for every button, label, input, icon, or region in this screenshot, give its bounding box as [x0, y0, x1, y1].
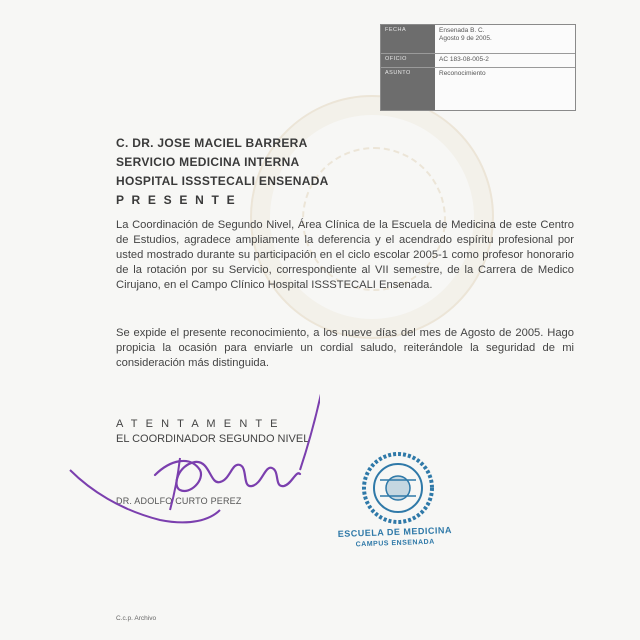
reference-box [380, 24, 576, 111]
recipient-hospital: HOSPITAL ISSSTECALI ENSENADA [116, 174, 329, 188]
reference-value: Reconocimiento [439, 70, 486, 77]
institution-stamp [340, 440, 450, 530]
carbon-copy-note: C.c.p. Archivo [116, 615, 157, 622]
reference-value: AC 183-08-005-2 [439, 56, 489, 63]
reference-label: OFICIO [381, 54, 435, 67]
reference-row-oficio [381, 54, 575, 68]
reference-label: FECHA [381, 25, 435, 53]
stamp-line-2: CAMPUS ENSENADA [355, 538, 435, 549]
closing-atentamente: A T E N T A M E N T E [116, 418, 281, 430]
reference-value: Ensenada B. C. Agosto 9 de 2005. [439, 27, 492, 42]
stamp-text [335, 525, 456, 551]
stamp-line-1: ESCUELA DE MEDICINA [337, 525, 453, 539]
recipient-presente: P R E S E N T E [116, 193, 237, 207]
closing-title: EL COORDINADOR SEGUNDO NIVEL [116, 433, 310, 445]
signer-name: DR. ADOLFO CURTO PEREZ [116, 496, 242, 506]
recipient-name: C. DR. JOSE MACIEL BARRERA [116, 136, 308, 150]
body-paragraph-1: La Coordinación de Segundo Nivel, Área Clínica de la Escuela de Medicina de este Centro de Estudios, agradece ampliamente la deferencia y el acendrado espíritu profesional por usted mostrado durante su participación en el ciclo escolar 2005-1 como profesor honorario de la rotación por su Servicio, correspondiente al VII semestre, de la Carrera de Medico Cirujano, en el Campo Clínico Hospital ISSSTECALI Ensenada. [116, 219, 574, 291]
handwritten-signature [60, 370, 320, 540]
recipient-service: SERVICIO MEDICINA INTERNA [116, 155, 300, 169]
body-paragraph-2: Se expide el presente reconocimiento, a los nueve días del mes de Agosto de 2005. Hago propicia la ocasión para enviarle un cordial saludo, reiterándole la seguridad de mi consideración más distinguida. [116, 327, 574, 369]
reference-row-fecha [381, 25, 575, 54]
university-seal-watermark [250, 95, 494, 339]
reference-label: ASUNTO [381, 68, 435, 110]
recipient-block [116, 134, 329, 210]
reference-row-asunto [381, 68, 575, 110]
